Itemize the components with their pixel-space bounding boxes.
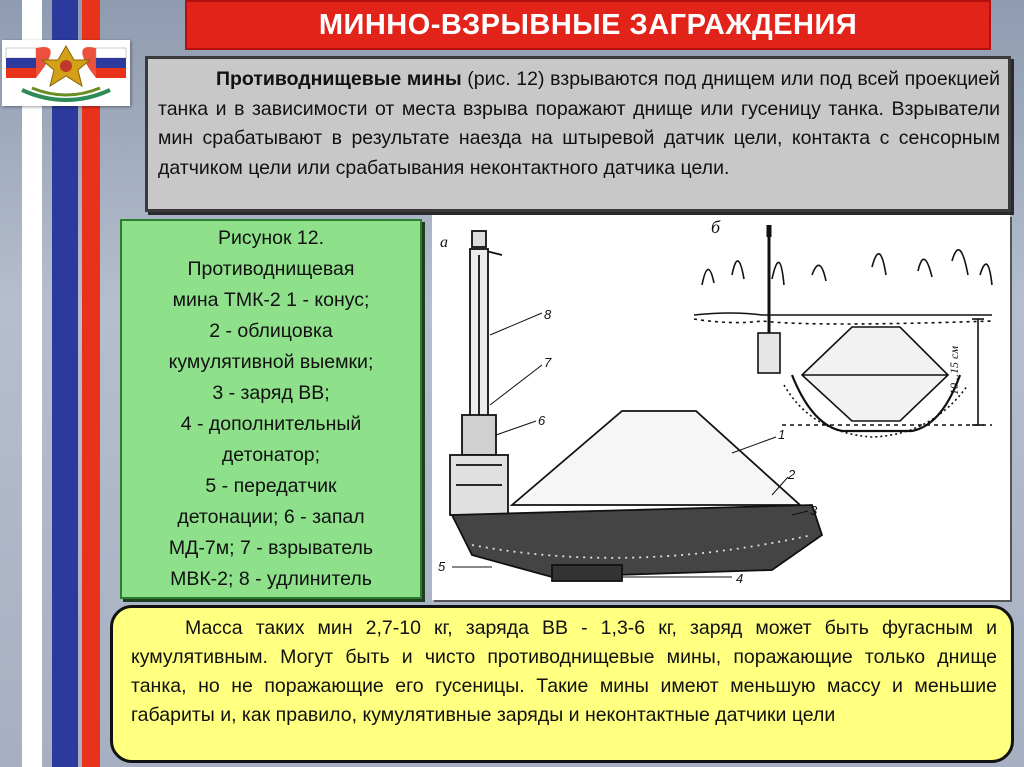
caption-line: Рисунок 12. <box>217 227 325 249</box>
mine-diagram-figure <box>432 215 1010 600</box>
caption-line: мина ТМК-2 1 - конус; <box>172 289 370 311</box>
callout-2: 2 <box>788 467 796 482</box>
description-body: (рис. 12) взрываются под днищем или под всей проекцией танка и в зависимости от места взрыва поражают днище или гусеницу танка. Взрыватели мин срабатывают в результате наезда на штыревой датчик цели, контакта с сенсорным датчиком цели или срабатывания неконтактного датчика цели. <box>158 68 1000 179</box>
callout-3: 3 <box>810 503 818 518</box>
callout-4: 4 <box>736 571 744 586</box>
flag-stripe-white <box>22 0 42 767</box>
figure-label-b: б <box>711 217 721 237</box>
caption-line: МД-7м; 7 - взрыватель <box>168 537 374 559</box>
caption-line: Противоднищевая <box>187 258 355 280</box>
cross-section-drawing <box>450 231 822 581</box>
callout-1: 1 <box>778 427 786 442</box>
caption-line: 5 - передатчик <box>205 475 337 497</box>
caption-line: МВК-2; 8 - удлинитель <box>170 568 372 590</box>
summary-note-box <box>110 605 1014 763</box>
callout-6: 6 <box>538 413 546 428</box>
slide-title-bar <box>185 0 991 50</box>
caption-line: детонатор; <box>221 444 321 466</box>
callout-5: 5 <box>438 559 446 574</box>
slide-title: МИННО-ВЗРЫВНЫЕ ЗАГРАЖДЕНИЯ <box>318 8 858 41</box>
description-text <box>158 65 1000 183</box>
installed-mine-drawing <box>694 225 992 437</box>
caption-line: кумулятивной выемки; <box>168 351 374 373</box>
flag-stripe-blue <box>52 0 78 767</box>
flag-stripe-red <box>82 0 100 767</box>
callout-7: 7 <box>544 355 552 370</box>
mine-diagram <box>432 215 1010 600</box>
summary-note-text: Масса таких мин 2,7-10 кг, заряда ВВ - 1,3-6 кг, заряд может быть фугасным и кумулятивным. Могут быть и чисто противоднищевые мины, поражающие только днище танка, но не поражающие его гусеницы. Такие мины имеют меньшую массу и меньшие габариты и, как правило, кумулятивные заряды и неконтактные датчики цели <box>131 617 997 726</box>
caption-line: детонации; 6 - запал <box>177 506 365 528</box>
caption-line: 4 - дополнительный <box>180 413 362 435</box>
callout-8: 8 <box>544 307 552 322</box>
description-box <box>145 56 1011 212</box>
emblem-logo <box>2 40 130 106</box>
caption-line: 3 - заряд ВВ; <box>212 382 330 404</box>
caption-line: 2 - облицовка <box>209 320 333 342</box>
figure-dimension-label: 10...15 см <box>947 346 961 395</box>
description-term: Противоднищевые мины <box>216 68 462 90</box>
figure-caption-box <box>120 219 422 599</box>
figure-label-a: а <box>440 234 448 251</box>
